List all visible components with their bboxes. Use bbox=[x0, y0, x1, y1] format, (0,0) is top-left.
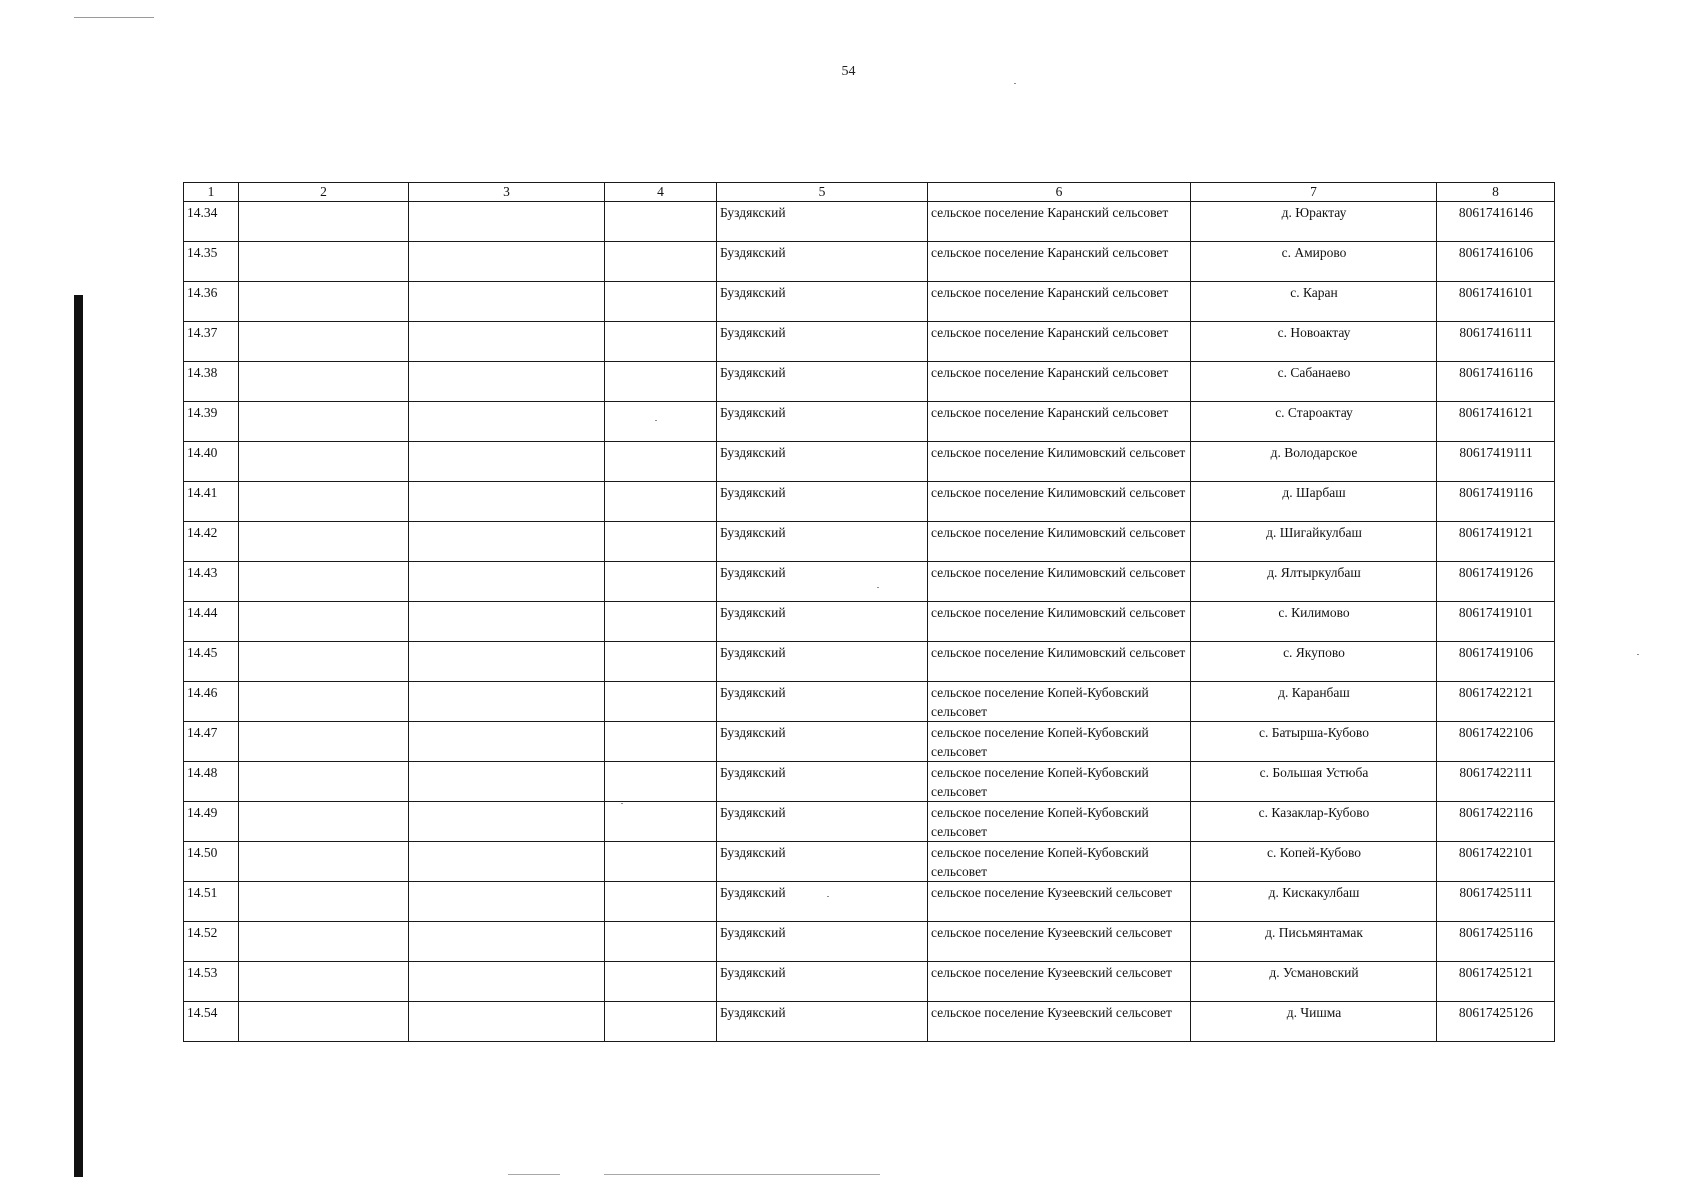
col-3-cell bbox=[409, 522, 605, 562]
col-4-cell bbox=[605, 802, 717, 842]
col-2-cell bbox=[239, 842, 409, 882]
table-row bbox=[184, 962, 1555, 1002]
row-number: 14.43 bbox=[184, 562, 239, 602]
table-row bbox=[184, 722, 1555, 762]
col-4-cell bbox=[605, 242, 717, 282]
page-number: 54 bbox=[841, 64, 856, 79]
table-row bbox=[184, 282, 1555, 322]
header-col-6: 6 bbox=[928, 183, 1191, 202]
table-row bbox=[184, 602, 1555, 642]
table-row bbox=[184, 202, 1555, 242]
row-number: 14.52 bbox=[184, 922, 239, 962]
locality-cell: с. Новоактау bbox=[1191, 322, 1437, 362]
settlement-cell: сельское поселение Копей-Кубовский сельсовет bbox=[928, 682, 1191, 722]
row-number: 14.45 bbox=[184, 642, 239, 682]
district-cell: Буздякский bbox=[717, 242, 928, 282]
settlement-cell: сельское поселение Копей-Кубовский сельсовет bbox=[928, 762, 1191, 802]
col-2-cell bbox=[239, 642, 409, 682]
col-4-cell bbox=[605, 842, 717, 882]
col-4-cell bbox=[605, 522, 717, 562]
table-row bbox=[184, 322, 1555, 362]
col-4-cell bbox=[605, 282, 717, 322]
settlement-cell: сельское поселение Кузеевский сельсовет bbox=[928, 1002, 1191, 1042]
locality-cell: с. Амирово bbox=[1191, 242, 1437, 282]
oktmo-code-cell: 80617425111 bbox=[1437, 882, 1555, 922]
table-row bbox=[184, 362, 1555, 402]
settlement-cell: сельское поселение Каранский сельсовет bbox=[928, 322, 1191, 362]
settlement-cell: сельское поселение Килимовский сельсовет bbox=[928, 642, 1191, 682]
oktmo-code-cell: 80617422106 bbox=[1437, 722, 1555, 762]
locality-cell: д. Усмановский bbox=[1191, 962, 1437, 1002]
settlement-cell: сельское поселение Килимовский сельсовет bbox=[928, 602, 1191, 642]
district-cell: Буздякский bbox=[717, 802, 928, 842]
scan-edge-bar bbox=[74, 295, 83, 1177]
table-header bbox=[184, 183, 1555, 202]
settlement-cell: сельское поселение Килимовский сельсовет bbox=[928, 562, 1191, 602]
settlement-cell: сельское поселение Копей-Кубовский сельсовет bbox=[928, 842, 1191, 882]
col-4-cell bbox=[605, 322, 717, 362]
col-2-cell bbox=[239, 522, 409, 562]
settlement-cell: сельское поселение Каранский сельсовет bbox=[928, 362, 1191, 402]
table-row bbox=[184, 922, 1555, 962]
col-2-cell bbox=[239, 242, 409, 282]
row-number: 14.46 bbox=[184, 682, 239, 722]
row-number: 14.42 bbox=[184, 522, 239, 562]
header-col-8: 8 bbox=[1437, 183, 1555, 202]
table-row bbox=[184, 642, 1555, 682]
table-row bbox=[184, 762, 1555, 802]
district-cell: Буздякский bbox=[717, 522, 928, 562]
col-2-cell bbox=[239, 1002, 409, 1042]
col-4-cell bbox=[605, 602, 717, 642]
col-3-cell bbox=[409, 282, 605, 322]
header-row bbox=[184, 183, 1555, 202]
locality-cell: с. Казаклар-Кубово bbox=[1191, 802, 1437, 842]
oktmo-code-cell: 80617422111 bbox=[1437, 762, 1555, 802]
locality-cell: с. Сабанаево bbox=[1191, 362, 1437, 402]
col-3-cell bbox=[409, 402, 605, 442]
oktmo-code-cell: 80617419111 bbox=[1437, 442, 1555, 482]
district-cell: Буздякский bbox=[717, 602, 928, 642]
locality-cell: д. Ялтыркулбаш bbox=[1191, 562, 1437, 602]
col-4-cell bbox=[605, 962, 717, 1002]
oktmo-code-cell: 80617419121 bbox=[1437, 522, 1555, 562]
oktmo-code-cell: 80617416146 bbox=[1437, 202, 1555, 242]
oktmo-code-cell: 80617422101 bbox=[1437, 842, 1555, 882]
district-cell: Буздякский bbox=[717, 1002, 928, 1042]
district-cell: Буздякский bbox=[717, 882, 928, 922]
settlement-cell: сельское поселение Копей-Кубовский сельсовет bbox=[928, 802, 1191, 842]
header-col-2: 2 bbox=[239, 183, 409, 202]
col-2-cell bbox=[239, 682, 409, 722]
oktmo-code-cell: 80617416101 bbox=[1437, 282, 1555, 322]
oktmo-code-cell: 80617425126 bbox=[1437, 1002, 1555, 1042]
district-cell: Буздякский bbox=[717, 402, 928, 442]
row-number: 14.48 bbox=[184, 762, 239, 802]
col-3-cell bbox=[409, 922, 605, 962]
settlement-cell: сельское поселение Каранский сельсовет bbox=[928, 402, 1191, 442]
row-number: 14.34 bbox=[184, 202, 239, 242]
district-cell: Буздякский bbox=[717, 482, 928, 522]
row-number: 14.49 bbox=[184, 802, 239, 842]
col-4-cell bbox=[605, 642, 717, 682]
row-number: 14.36 bbox=[184, 282, 239, 322]
col-3-cell bbox=[409, 642, 605, 682]
scan-speck bbox=[655, 420, 657, 421]
col-4-cell bbox=[605, 882, 717, 922]
col-3-cell bbox=[409, 722, 605, 762]
settlement-cell: сельское поселение Кузеевский сельсовет bbox=[928, 882, 1191, 922]
row-number: 14.37 bbox=[184, 322, 239, 362]
col-4-cell bbox=[605, 562, 717, 602]
col-4-cell bbox=[605, 722, 717, 762]
col-3-cell bbox=[409, 882, 605, 922]
district-cell: Буздякский bbox=[717, 362, 928, 402]
bottom-rule bbox=[508, 1174, 560, 1175]
locality-cell: с. Якупово bbox=[1191, 642, 1437, 682]
col-2-cell bbox=[239, 402, 409, 442]
district-cell: Буздякский bbox=[717, 762, 928, 802]
table-body bbox=[184, 202, 1555, 1042]
bottom-rule bbox=[604, 1174, 880, 1175]
district-cell: Буздякский bbox=[717, 682, 928, 722]
district-cell: Буздякский bbox=[717, 922, 928, 962]
col-3-cell bbox=[409, 242, 605, 282]
oktmo-code-cell: 80617419116 bbox=[1437, 482, 1555, 522]
scan-speck bbox=[827, 896, 829, 897]
col-3-cell bbox=[409, 682, 605, 722]
locality-cell: д. Чишма bbox=[1191, 1002, 1437, 1042]
table-row bbox=[184, 1002, 1555, 1042]
col-3-cell bbox=[409, 842, 605, 882]
header-col-3: 3 bbox=[409, 183, 605, 202]
col-2-cell bbox=[239, 202, 409, 242]
col-3-cell bbox=[409, 442, 605, 482]
locality-cell: с. Батырша-Кубово bbox=[1191, 722, 1437, 762]
col-2-cell bbox=[239, 962, 409, 1002]
col-3-cell bbox=[409, 602, 605, 642]
col-2-cell bbox=[239, 762, 409, 802]
settlement-cell: сельское поселение Каранский сельсовет bbox=[928, 282, 1191, 322]
district-cell: Буздякский bbox=[717, 322, 928, 362]
table-row bbox=[184, 482, 1555, 522]
col-3-cell bbox=[409, 482, 605, 522]
col-2-cell bbox=[239, 922, 409, 962]
row-number: 14.40 bbox=[184, 442, 239, 482]
row-number: 14.50 bbox=[184, 842, 239, 882]
oktmo-code-cell: 80617416116 bbox=[1437, 362, 1555, 402]
table-row bbox=[184, 242, 1555, 282]
col-2-cell bbox=[239, 722, 409, 762]
district-cell: Буздякский bbox=[717, 562, 928, 602]
oktmo-code-cell: 80617416106 bbox=[1437, 242, 1555, 282]
col-3-cell bbox=[409, 202, 605, 242]
table-row bbox=[184, 562, 1555, 602]
row-number: 14.47 bbox=[184, 722, 239, 762]
col-4-cell bbox=[605, 922, 717, 962]
header-col-1: 1 bbox=[184, 183, 239, 202]
settlement-cell: сельское поселение Килимовский сельсовет bbox=[928, 522, 1191, 562]
district-cell: Буздякский bbox=[717, 642, 928, 682]
locality-cell: д. Каранбаш bbox=[1191, 682, 1437, 722]
col-2-cell bbox=[239, 602, 409, 642]
oktmo-code-cell: 80617419101 bbox=[1437, 602, 1555, 642]
district-cell: Буздякский bbox=[717, 282, 928, 322]
table-row bbox=[184, 442, 1555, 482]
oktmo-code-cell: 80617419106 bbox=[1437, 642, 1555, 682]
oktmo-code-cell: 80617416121 bbox=[1437, 402, 1555, 442]
col-3-cell bbox=[409, 362, 605, 402]
col-4-cell bbox=[605, 682, 717, 722]
settlement-cell: сельское поселение Килимовский сельсовет bbox=[928, 442, 1191, 482]
col-3-cell bbox=[409, 1002, 605, 1042]
col-4-cell bbox=[605, 442, 717, 482]
locality-cell: с. Староактау bbox=[1191, 402, 1437, 442]
locality-cell: с. Копей-Кубово bbox=[1191, 842, 1437, 882]
settlement-cell: сельское поселение Копей-Кубовский сельсовет bbox=[928, 722, 1191, 762]
row-number: 14.54 bbox=[184, 1002, 239, 1042]
col-2-cell bbox=[239, 802, 409, 842]
locality-cell: д. Шигайкулбаш bbox=[1191, 522, 1437, 562]
col-2-cell bbox=[239, 562, 409, 602]
row-number: 14.44 bbox=[184, 602, 239, 642]
header-col-5: 5 bbox=[717, 183, 928, 202]
row-number: 14.53 bbox=[184, 962, 239, 1002]
oktmo-code-cell: 80617416111 bbox=[1437, 322, 1555, 362]
col-4-cell bbox=[605, 762, 717, 802]
settlement-cell: сельское поселение Килимовский сельсовет bbox=[928, 482, 1191, 522]
registry-table bbox=[183, 182, 1555, 1042]
col-2-cell bbox=[239, 482, 409, 522]
col-4-cell bbox=[605, 402, 717, 442]
table-row bbox=[184, 842, 1555, 882]
district-cell: Буздякский bbox=[717, 722, 928, 762]
oktmo-code-cell: 80617419126 bbox=[1437, 562, 1555, 602]
col-4-cell bbox=[605, 362, 717, 402]
district-cell: Буздякский bbox=[717, 842, 928, 882]
col-2-cell bbox=[239, 362, 409, 402]
table-row bbox=[184, 522, 1555, 562]
table-row bbox=[184, 802, 1555, 842]
locality-cell: д. Кискакулбаш bbox=[1191, 882, 1437, 922]
table-row bbox=[184, 882, 1555, 922]
oktmo-code-cell: 80617425121 bbox=[1437, 962, 1555, 1002]
col-2-cell bbox=[239, 322, 409, 362]
col-3-cell bbox=[409, 322, 605, 362]
oktmo-code-cell: 80617425116 bbox=[1437, 922, 1555, 962]
top-rule bbox=[74, 17, 154, 18]
district-cell: Буздякский bbox=[717, 442, 928, 482]
row-number: 14.51 bbox=[184, 882, 239, 922]
settlement-cell: сельское поселение Кузеевский сельсовет bbox=[928, 962, 1191, 1002]
locality-cell: с. Килимово bbox=[1191, 602, 1437, 642]
col-2-cell bbox=[239, 882, 409, 922]
col-3-cell bbox=[409, 762, 605, 802]
col-3-cell bbox=[409, 562, 605, 602]
scan-speck bbox=[877, 587, 879, 588]
col-2-cell bbox=[239, 282, 409, 322]
table-row bbox=[184, 682, 1555, 722]
scan-speck bbox=[1637, 654, 1639, 655]
row-number: 14.41 bbox=[184, 482, 239, 522]
col-4-cell bbox=[605, 202, 717, 242]
settlement-cell: сельское поселение Кузеевский сельсовет bbox=[928, 922, 1191, 962]
header-col-7: 7 bbox=[1191, 183, 1437, 202]
oktmo-code-cell: 80617422116 bbox=[1437, 802, 1555, 842]
header-col-4: 4 bbox=[605, 183, 717, 202]
col-4-cell bbox=[605, 1002, 717, 1042]
oktmo-code-cell: 80617422121 bbox=[1437, 682, 1555, 722]
district-cell: Буздякский bbox=[717, 202, 928, 242]
scan-speck bbox=[621, 803, 623, 804]
settlement-cell: сельское поселение Каранский сельсовет bbox=[928, 202, 1191, 242]
col-4-cell bbox=[605, 482, 717, 522]
row-number: 14.38 bbox=[184, 362, 239, 402]
settlement-cell: сельское поселение Каранский сельсовет bbox=[928, 242, 1191, 282]
scan-speck bbox=[1014, 83, 1016, 84]
row-number: 14.35 bbox=[184, 242, 239, 282]
col-3-cell bbox=[409, 802, 605, 842]
col-2-cell bbox=[239, 442, 409, 482]
col-3-cell bbox=[409, 962, 605, 1002]
row-number: 14.39 bbox=[184, 402, 239, 442]
locality-cell: с. Каран bbox=[1191, 282, 1437, 322]
district-cell: Буздякский bbox=[717, 962, 928, 1002]
locality-cell: д. Шарбаш bbox=[1191, 482, 1437, 522]
table-row bbox=[184, 402, 1555, 442]
locality-cell: с. Большая Устюба bbox=[1191, 762, 1437, 802]
locality-cell: д. Володарское bbox=[1191, 442, 1437, 482]
locality-cell: д. Юрактау bbox=[1191, 202, 1437, 242]
locality-cell: д. Письмянтамак bbox=[1191, 922, 1437, 962]
